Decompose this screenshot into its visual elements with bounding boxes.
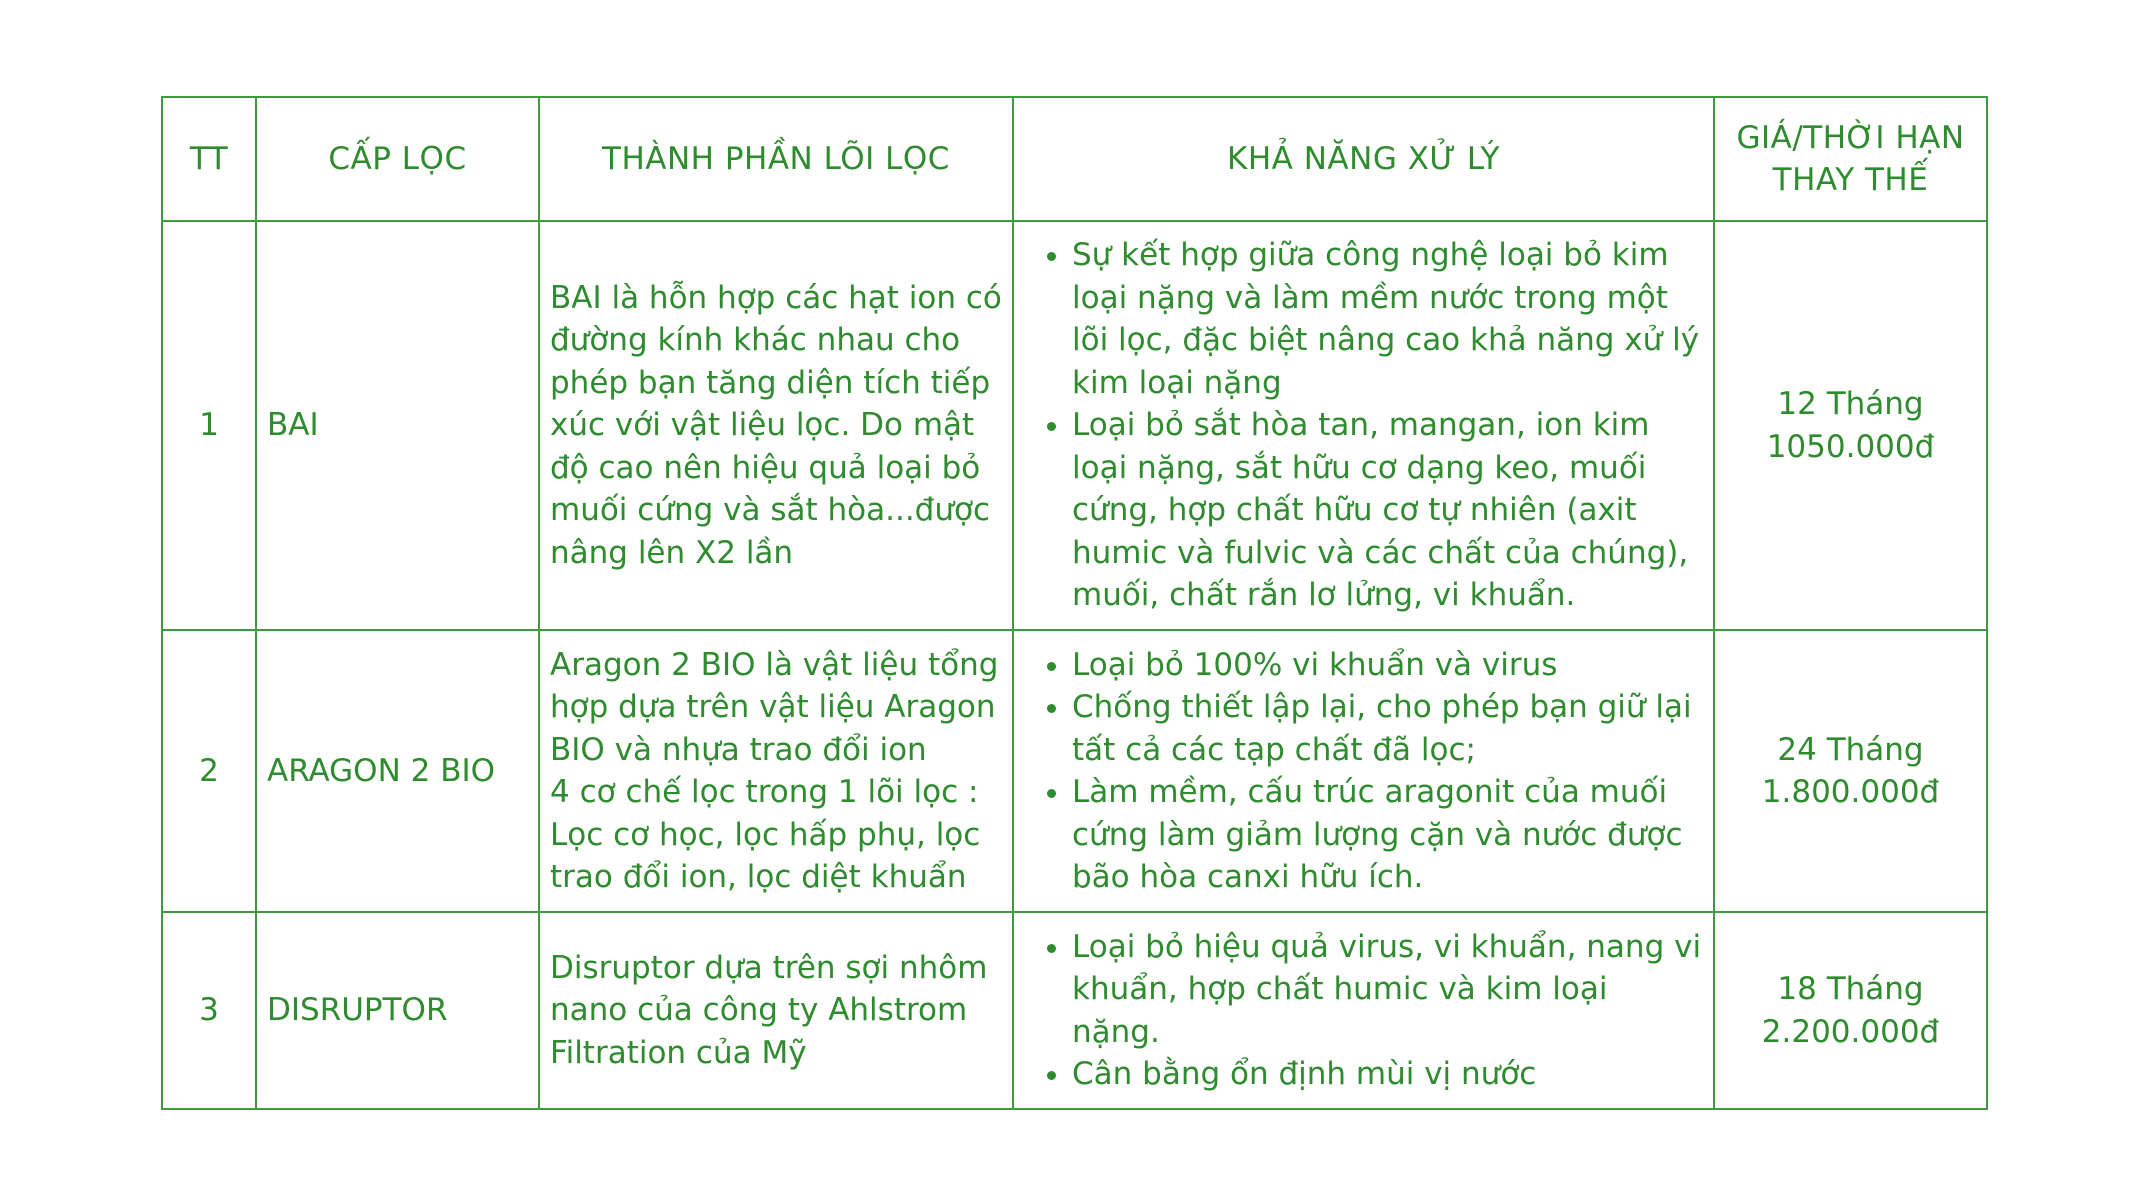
header-kha-nang: KHẢ NĂNG XỬ LÝ: [1013, 97, 1714, 221]
cell-gia-thoi-han: [1714, 630, 1987, 912]
cell-kha-nang: [1013, 221, 1714, 630]
list-item: • Sự kết hợp giữa công nghệ loại bỏ kim loại nặng và làm mềm nước trong một lõi lọc, đặc biệt nâng cao khả năng xử lý kim loại nặng: [1072, 234, 1703, 404]
list-item: • Làm mềm, cấu trúc aragonit của muối cứng làm giảm lượng cặn và nước được bão hòa canxi hữu ích.: [1072, 771, 1703, 899]
list-item: • Loại bỏ hiệu quả virus, vi khuẩn, nang vi khuẩn, hợp chất humic và kim loại nặng.: [1072, 926, 1703, 1054]
kha-nang-list: [1024, 926, 1703, 1096]
table-row: [162, 630, 1987, 912]
cell-thanh-phan: BAI là hỗn hợp các hạt ion có đường kính khác nhau cho phép bạn tăng diện tích tiếp xúc với vật liệu lọc. Do mật độ cao nên hiệu quả loại bỏ muối cứng và sắt hòa...được nâng lên X2 lần: [539, 221, 1013, 630]
header-gia-line2: THAY THẾ: [1772, 162, 1929, 198]
cell-cap-loc: ARAGON 2 BIO: [256, 630, 539, 912]
thanh-phan-line1: Aragon 2 BIO là vật liệu tổng hợp dựa trên vật liệu Aragon BIO và nhựa trao đổi ion: [550, 646, 999, 768]
list-item: • Chống thiết lập lại, cho phép bạn giữ lại tất cả các tạp chất đã lọc;: [1072, 686, 1703, 771]
cell-kha-nang: [1013, 630, 1714, 912]
cell-cap-loc: DISRUPTOR: [256, 912, 539, 1109]
cell-gia-thoi-han: [1714, 221, 1987, 630]
cell-tt: 1: [162, 221, 256, 630]
kha-nang-list: [1024, 644, 1703, 899]
table-header-row: [162, 97, 1987, 221]
list-item: • Cân bằng ổn định mùi vị nước: [1072, 1053, 1703, 1096]
kha-nang-list: [1024, 234, 1703, 617]
thoi-han-value: 18 Tháng: [1777, 971, 1924, 1007]
cell-cap-loc: BAI: [256, 221, 539, 630]
header-cap-loc: CẤP LỌC: [256, 97, 539, 221]
header-tt: TT: [162, 97, 256, 221]
header-gia-thoi-han: [1714, 97, 1987, 221]
list-item: • Loại bỏ sắt hòa tan, mangan, ion kim loại nặng, sắt hữu cơ dạng keo, muối cứng, hợp chất hữu cơ tự nhiên (axit humic và fulvic và các chất của chúng), muối, chất rắn lơ lửng, vi khuẩn.: [1072, 404, 1703, 617]
cell-tt: 3: [162, 912, 256, 1109]
thoi-han-value: 12 Tháng: [1777, 386, 1924, 422]
header-thanh-phan: THÀNH PHẦN LÕI LỌC: [539, 97, 1013, 221]
cell-kha-nang: [1013, 912, 1714, 1109]
list-item: • Loại bỏ 100% vi khuẩn và virus: [1072, 644, 1703, 687]
table-row: [162, 221, 1987, 630]
cell-tt: 2: [162, 630, 256, 912]
cell-gia-thoi-han: [1714, 912, 1987, 1109]
gia-value: 1050.000đ: [1766, 428, 1935, 465]
cell-thanh-phan: Disruptor dựa trên sợi nhôm nano của công ty Ahlstrom Filtration của Mỹ: [539, 912, 1013, 1109]
filter-table-container: [161, 96, 1986, 1110]
table-row: [162, 912, 1987, 1109]
thanh-phan-line2: 4 cơ chế lọc trong 1 lõi lọc : Lọc cơ học, lọc hấp phụ, lọc trao đổi ion, lọc diệt khuẩn: [550, 774, 981, 895]
header-gia-line1: GIÁ/THỜI HẠN: [1736, 119, 1965, 156]
gia-value: 2.200.000đ: [1761, 1013, 1940, 1050]
thoi-han-value: 24 Tháng: [1777, 731, 1924, 768]
gia-value: 1.800.000đ: [1761, 774, 1940, 810]
filter-comparison-table: [161, 96, 1988, 1110]
cell-thanh-phan: [539, 630, 1013, 912]
